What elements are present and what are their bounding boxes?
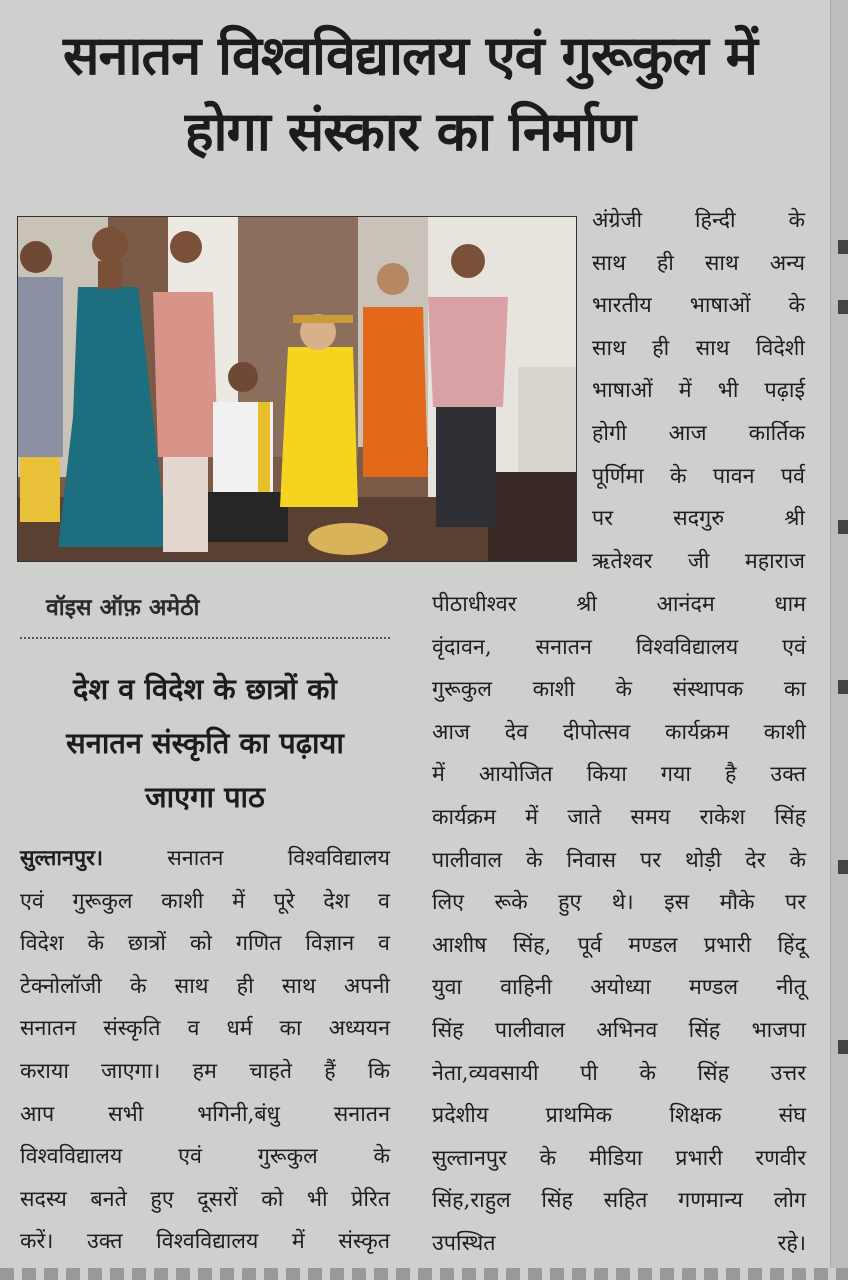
adjacent-page-edge — [830, 0, 848, 1280]
text-line: सनातन संस्कृति व धर्म का अध्ययन — [20, 1016, 390, 1042]
text-line: विदेश के छात्रों को गणित विज्ञान व — [20, 931, 390, 957]
headline — [10, 18, 810, 170]
text-line: सिंह,राहुल सिंह सहित गणमान्य लोग — [432, 1188, 806, 1214]
text-line: आप सभी भगिनी,बंधु सनातन — [20, 1101, 390, 1127]
headline-line-1: सनातन विश्वविद्यालय एवं गुरूकुल में — [63, 24, 757, 87]
edge-mark — [838, 680, 848, 694]
edge-mark — [838, 1040, 848, 1054]
text-line: करें। उक्त विश्वविद्यालय में संस्कृत — [20, 1229, 390, 1255]
column-right-bottom — [432, 584, 806, 1266]
edge-mark — [838, 240, 848, 254]
text-line: उपस्थित रहे। — [432, 1230, 806, 1256]
text-line: विश्वविद्यालय एवं गुरूकुल के — [20, 1144, 390, 1170]
text-line: गुरूकुल काशी के संस्थापक का — [432, 677, 806, 703]
subheadline-line-1: देश व विदेश के छात्रों को — [73, 672, 337, 706]
text-line: एवं गुरूकुल काशी में पूरे देश व — [20, 888, 390, 914]
text-fragment: सनातन विश्वविद्यालय — [167, 846, 390, 871]
text-line: होगी आज कार्तिक — [592, 420, 805, 446]
text-line: सुल्तानपुर के मीडिया प्रभारी रणवीर — [432, 1145, 806, 1171]
text-line-first — [20, 838, 390, 881]
column-left-body — [20, 838, 390, 1264]
text-line: कार्यक्रम में जाते समय राकेश सिंह — [432, 804, 806, 830]
headline-line-2: होगा संस्कार का निर्माण — [184, 100, 636, 163]
text-line: कराया जाएगा। हम चाहते हैं कि — [20, 1058, 390, 1084]
text-line: युवा वाहिनी अयोध्या मण्डल नीतू — [432, 975, 806, 1001]
cut-off-text-strip — [0, 1268, 848, 1280]
text-line: अंग्रेजी हिन्दी के — [592, 208, 805, 233]
text-line: ऋतेश्वर जी महाराज — [592, 548, 805, 574]
text-line: टेक्नोलॉजी के साथ ही साथ अपनी — [20, 973, 390, 999]
edge-mark — [838, 300, 848, 314]
text-line: आशीष सिंह, पूर्व मण्डल प्रभारी हिंदू — [432, 932, 806, 958]
text-line: आज देव दीपोत्सव कार्यक्रम काशी — [432, 719, 806, 745]
text-line: भारतीय भाषाओं के — [592, 293, 805, 319]
edge-mark — [838, 520, 848, 534]
text-line: सदस्य बनते हुए दूसरों को भी प्रेरित — [20, 1186, 390, 1212]
byline: वॉइस ऑफ़ अमेठी — [46, 595, 200, 621]
text-line: वृंदावन, सनातन विश्वविद्यालय एवं — [432, 634, 806, 660]
dotted-divider — [20, 637, 390, 639]
text-line: लिए रूके हुए थे। इस मौके पर — [432, 890, 806, 916]
dateline: सुल्तानपुर। — [20, 846, 104, 871]
text-line: साथ ही साथ विदेशी — [592, 335, 805, 361]
text-line: साथ ही साथ अन्य — [592, 250, 805, 276]
text-line: में आयोजित किया गया है उक्त — [432, 762, 806, 788]
photo-illustration — [18, 217, 576, 561]
text-line: पीठाधीश्वर श्री आनंदम धाम — [432, 592, 806, 617]
column-right-top — [592, 200, 805, 583]
subheadline-line-2: सनातन संस्कृति का पढ़ाया — [66, 726, 344, 760]
text-line: नेता,व्यवसायी पी के सिंह उत्तर — [432, 1060, 806, 1086]
text-line: पर सदगुरु श्री — [592, 506, 805, 532]
news-photo — [17, 216, 577, 562]
text-line: पालीवाल के निवास पर थोड़ी देर के — [432, 847, 806, 873]
text-line: भाषाओं में भी पढ़ाई — [592, 378, 805, 404]
edge-mark — [838, 860, 848, 874]
text-line: सिंह पालीवाल अभिनव सिंह भाजपा — [432, 1017, 806, 1043]
text-line: प्रदेशीय प्राथमिक शिक्षक संघ — [432, 1103, 806, 1129]
subheadline-line-3: जाएगा पाठ — [145, 780, 265, 814]
subheadline — [20, 662, 390, 824]
text-line: पूर्णिमा के पावन पर्व — [592, 463, 805, 489]
